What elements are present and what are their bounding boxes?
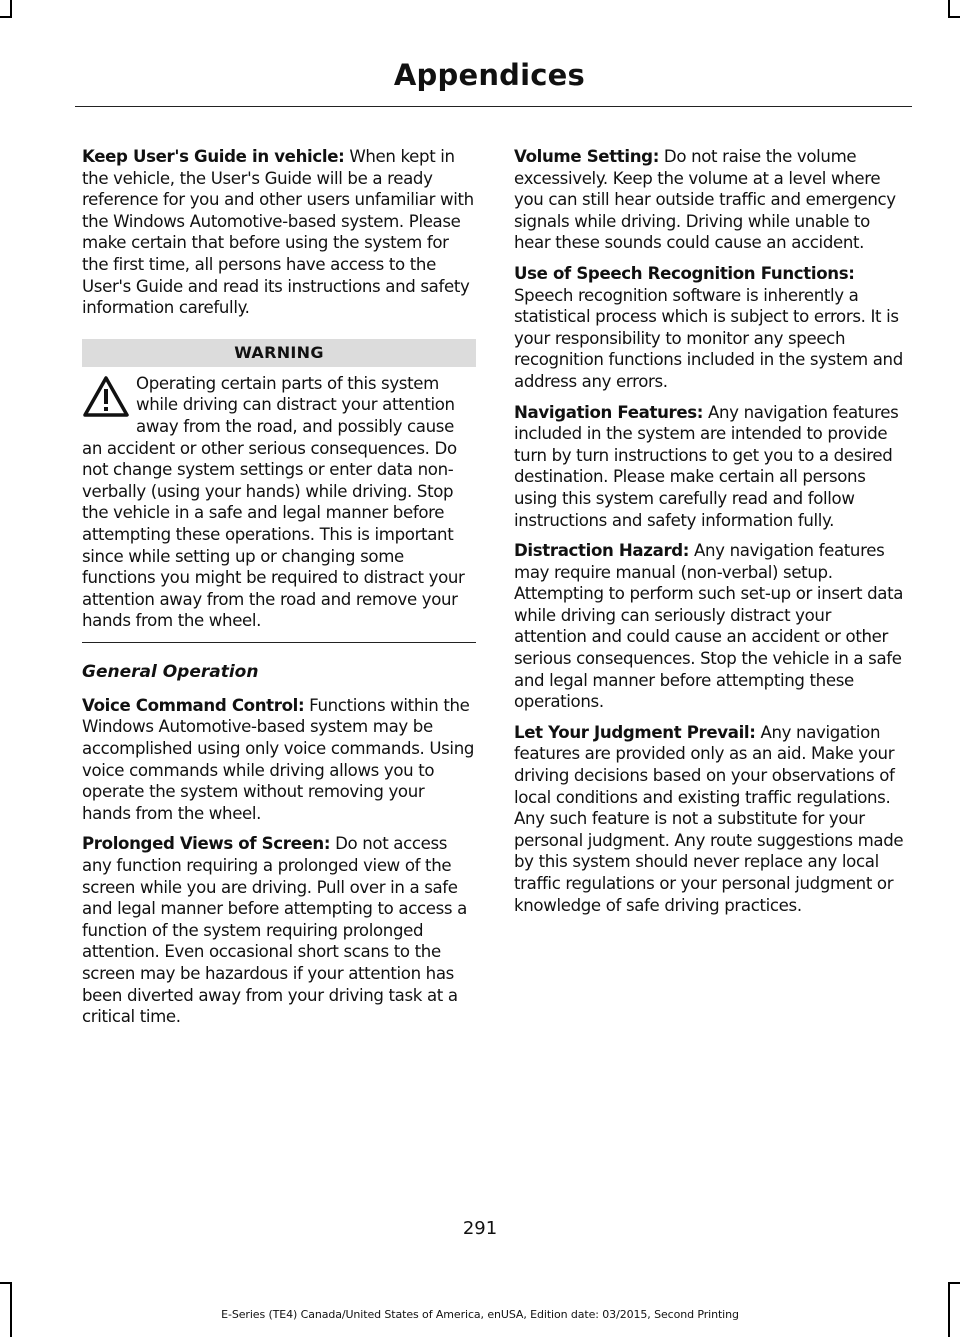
term-voice-command: Voice Command Control: — [82, 695, 305, 715]
warning-header: WARNING — [82, 339, 476, 367]
right-column — [514, 146, 908, 925]
term-navigation-features: Navigation Features: — [514, 402, 704, 422]
footer-edition: E-Series (TE4) Canada/United States of America, enUSA, Edition date: 03/2015, Second Printing — [221, 1308, 739, 1321]
text-navigation-features: Any navigation features included in the system are intended to provide turn by turn instructions to get you to a desired destination. Please make certain all persons using this system carefully read and follow instructions and safety information fully. — [514, 402, 899, 530]
crop-mark-top-left-h — [0, 16, 12, 18]
paragraph-navigation-features — [514, 402, 908, 532]
text-distraction-hazard: Any navigation features may require manual (non-verbal) setup. Attempting to perform such set-up or insert data while driving can seriously distract your attention and could cause an accident or other serious consequences. Stop the vehicle in a safe and legal manner before attempting these operations. — [514, 541, 904, 712]
text-judgment-prevail: Any navigation features are provided only as an aid. Make your driving decisions based on your observations of local conditions and existing traffic regulations. Any such feature is not a substitute for your personal judgment. Any route suggestions made by this system should never replace any local traffic regulations or your personal judgment or knowledge of safe driving practices. — [514, 722, 904, 915]
crop-mark-bottom-left-h — [0, 1282, 12, 1284]
paragraph-prolonged-views — [82, 833, 476, 1027]
term-prolonged-views: Prolonged Views of Screen: — [82, 834, 331, 854]
header-divider — [75, 106, 912, 107]
text-speech-recognition: Speech recognition software is inherently a statistical process which is subject to errors. It is your responsibility to monitor any speech recognition functions included in the system and address any errors. — [514, 285, 903, 391]
paragraph-speech-recognition — [514, 263, 908, 393]
paragraph-distraction-hazard — [514, 540, 908, 713]
term-judgment-prevail: Let Your Judgment Prevail: — [514, 722, 756, 742]
text-volume-setting: Do not raise the volume excessively. Keep the volume at a level where you can still hear outside traffic and emergency signals while driving. Driving while unable to hear these sounds could cause an accident. — [514, 147, 896, 253]
warning-triangle-icon — [82, 375, 130, 419]
left-column — [82, 146, 476, 1037]
text-keep-guide: When kept in the vehicle, the User's Guide will be a ready reference for you and other users unfamiliar with the Windows Automotive-based system. Please make certain that before using the system for the first time, all persons have access to the User's Guide and read its instructions and safety information carefully. — [82, 147, 474, 318]
term-distraction-hazard: Distraction Hazard: — [514, 541, 690, 561]
warning-divider — [82, 642, 476, 643]
text-prolonged-views: Do not access any function requiring a prolonged view of the screen while you are driving. Pull over in a safe and legal manner before attempting to access a function of the system requiring prolonged attention. Even occasional short scans to the screen may be hazardous if your attention has been diverted away from your driving task at a critical time. — [82, 834, 467, 1027]
page-number: 291 — [462, 1218, 498, 1239]
term-volume-setting: Volume Setting: — [514, 147, 659, 166]
term-speech-recognition: Use of Speech Recognition Functions: — [514, 263, 855, 283]
crop-mark-bottom-right-h — [948, 1282, 960, 1284]
crop-mark-top-right-h — [948, 16, 960, 18]
paragraph-keep-guide — [82, 146, 476, 319]
page-title: Appendices — [393, 58, 585, 92]
warning-box — [82, 373, 476, 632]
text-voice-command: Functions within the Windows Automotive-based system may be accomplished using only voice commands. Using voice commands while driving allows you to operate the system without removing your hands from the wheel. — [82, 695, 475, 823]
paragraph-voice-command — [82, 695, 476, 825]
warning-text: Operating certain parts of this system while driving can distract your attention away from the road, and possibly cause an accident or other serious consequences. Do not change system settings or enter data non-verbally (using your hands) while driving. Stop the vehicle in a safe and legal manner before attempting these operations. This is important since while setting up or changing some functions you might be required to distract your attention away from the road and remove your hands from the wheel. — [82, 373, 465, 631]
paragraph-volume-setting — [514, 146, 908, 254]
paragraph-judgment-prevail — [514, 722, 908, 916]
section-heading: General Operation — [82, 661, 259, 682]
term-keep-guide: Keep User's Guide in vehicle: — [82, 147, 345, 166]
